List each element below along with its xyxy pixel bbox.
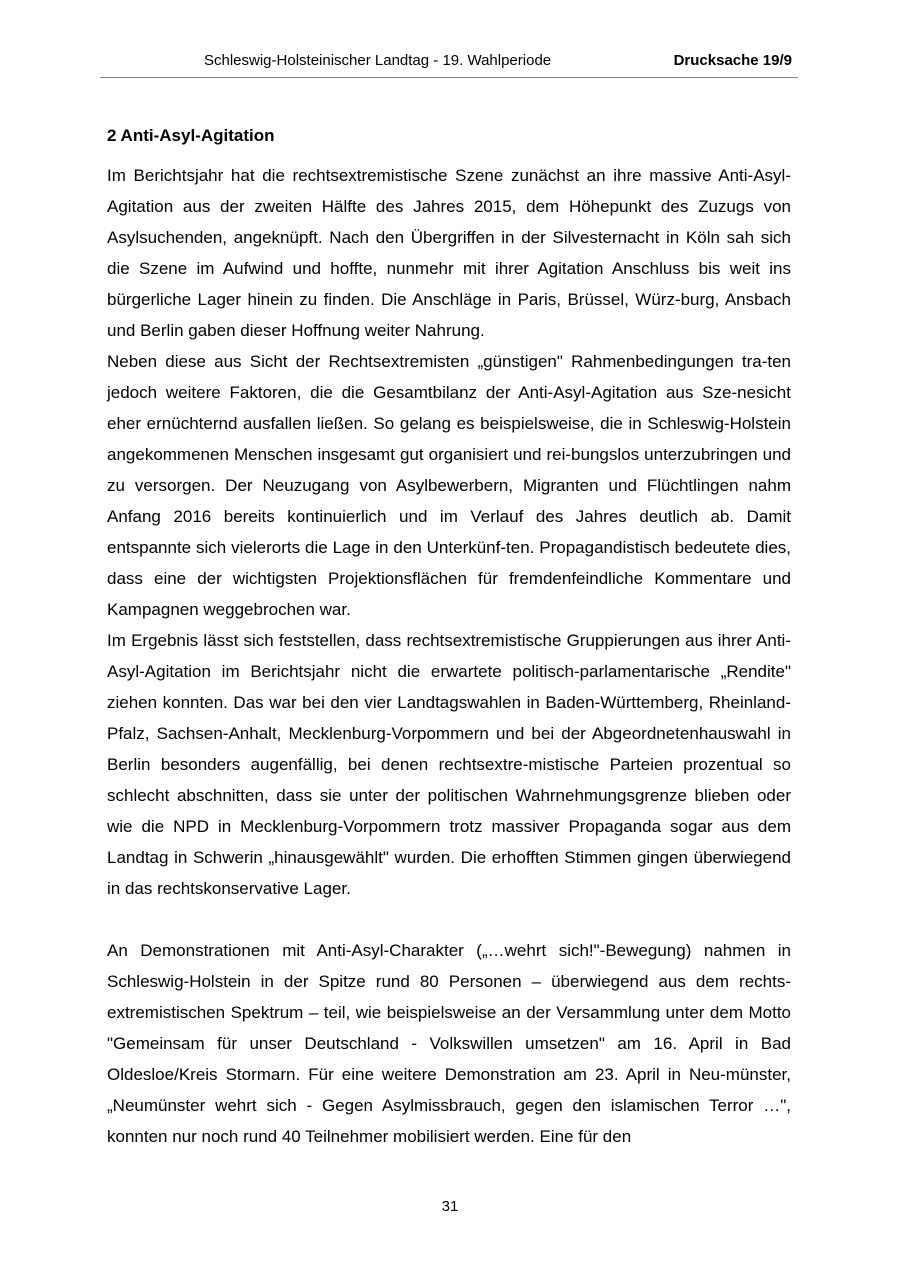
document-number: Drucksache 19/9 [673, 52, 792, 69]
page-header [102, 52, 798, 76]
paragraph-3: Im Ergebnis lässt sich feststellen, dass rechtsextremistische Gruppierungen aus ihrer Anti-Asyl-Agitation im Berichtsjahr nicht die erwartete politisch-parlamentarische „Rendite" ziehen konnten. Das war bei den vier Landtagswahlen in Baden-Württemberg, Rheinland-Pfalz, Sachsen-Anhalt, Mecklenburg-Vorpommern und bei der Abgeordnetenhauswahl in Berlin besonders augenfällig, bei denen rechtsextre-mistische Parteien prozentual so schlecht abschnitten, dass sie unter der politischen Wahrnehmungsgrenze blieben oder wie die NPD in Mecklenburg-Vorpommern trotz massiver Propaganda sogar aus dem Landtag in Schwerin „hinausgewählt" wurden. Die erhofften Stimmen gingen überwiegend in das rechtskonservative Lager. [107, 631, 791, 898]
header-title: Schleswig-Holsteinischer Landtag - 19. Wahlperiode [204, 52, 552, 69]
header-divider [100, 77, 798, 78]
paragraph-4: An Demonstrationen mit Anti-Asyl-Charakter („…wehrt sich!"-Bewegung) nahmen in Schleswig-Holstein in der Spitze rund 80 Personen – überwiegend aus dem rechts-extremistischen Spektrum – teil, wie beispielsweise an der Versammlung unter dem Motto "Gemeinsam für unser Deutschland - Volkswillen umsetzen" am 16. April in Bad Oldesloe/Kreis Stormarn. Für eine weitere Demonstration am 23. April in Neu-münster, „Neumünster wehrt sich - Gegen Asylmissbrauch, gegen den islamischen Terror …", konnten nur noch rund 40 Teilnehmer mobilisiert werden. Eine für den [107, 941, 791, 1146]
paragraph-1: Im Berichtsjahr hat die rechtsextremistische Szene zunächst an ihre massive Anti-Asyl-Agitation aus der zweiten Hälfte des Jahres 2015, dem Höhepunkt des Zuzugs von Asylsuchenden, angeknüpft. Nach den Übergriffen in der Silvesternacht in Köln sah sich die Szene im Aufwind und hoffte, nunmehr mit ihrer Agitation Anschluss bis weit ins bürgerliche Lager hinein zu finden. Die Anschläge in Paris, Brüssel, Würz-burg, Ansbach und Berlin gaben dieser Hoffnung weiter Nahrung. [107, 166, 791, 340]
page-number: 31 [441, 1198, 459, 1215]
paragraph-2: Neben diese aus Sicht der Rechtsextremisten „günstigen" Rahmenbedingungen tra-ten jedoch weitere Faktoren, die die Gesamtbilanz der Anti-Asyl-Agitation aus Sze-nesicht eher ernüchternd ausfallen ließen. So gelang es beispielsweise, die in Schleswig-Holstein angekommenen Menschen insgesamt gut organisiert und rei-bungslos unterzubringen und zu versorgen. Der Neuzugang von Asylbewerbern, Migranten und Flüchtlingen nahm Anfang 2016 bereits kontinuierlich und im Verlauf des Jahres deutlich ab. Damit entspannte sich vielerorts die Lage in den Unterkünf-ten. Propagandistisch bedeutete dies, dass eine der wichtigsten Projektionsflächen für fremdenfeindliche Kommentare und Kampagnen weggebrochen war. [107, 352, 791, 619]
main-content [107, 124, 791, 1152]
section-heading: 2 Anti-Asyl-Agitation [107, 126, 275, 145]
